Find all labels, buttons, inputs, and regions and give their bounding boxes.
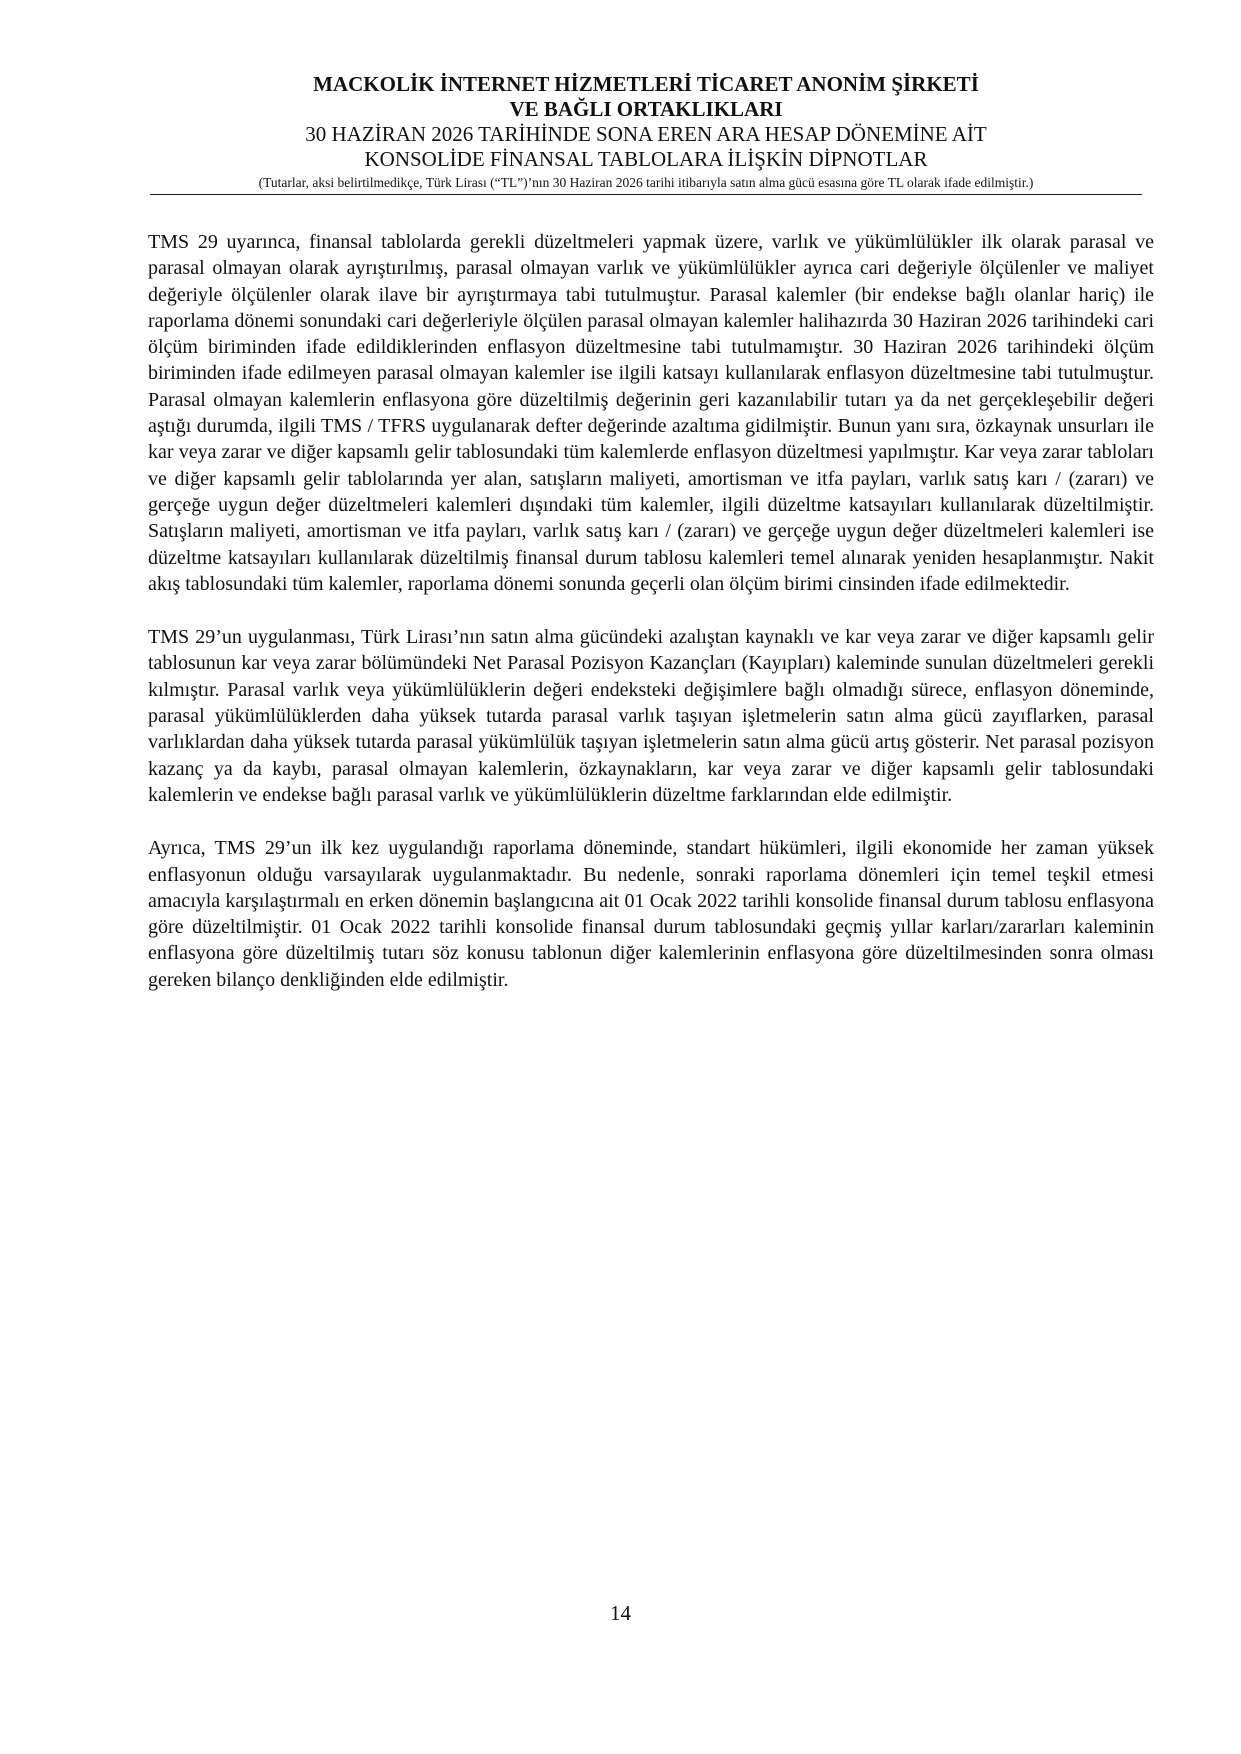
currency-note: (Tutarlar, aksi belirtilmedikçe, Türk Lirası (“TL”)’nın 30 Haziran 2026 tarihi itibarıyla satın alma gücü esasına göre TL olarak ifade edilmiştir.) (258, 175, 1034, 190)
paragraph-3: Ayrıca, TMS 29’un ilk kez uygulandığı raporlama döneminde, standart hükümleri, ilgili ekonomide her zaman yüksek enflasyonun olduğu varsayılarak uygulanmaktadır. Bu nedenle, sonraki raporlama dönemleri için temel teşkil etmesi amacıyla karşılaştırmalı en erken dönemin başlangıcına ait 01 Ocak 2022 tarihli konsolide finansal durum tablosu enflasyona göre düzeltilmiştir. 01 Ocak 2022 tarihli konsolide finansal durum tablosundaki geçmiş yıllar karları/zararları kaleminin enflasyona göre düzeltilmiş tutarı söz konusu tablonun diğer kalemlerinin enflasyona göre düzeltilmesinden sonra olması gereken bilanço denkliğinden elde edilmiştir. (148, 837, 1154, 991)
paragraph-2: TMS 29’un uygulanması, Türk Lirası’nın satın alma gücündeki azalıştan kaynaklı ve kar veya zarar ve diğer kapsamlı gelir tablosunun kar veya zarar bölümündeki Net Parasal Pozisyon Kazançları (Kayıpları) kaleminde sunulan düzeltmeleri gerekli kılmıştır. Parasal varlık veya yükümlülüklerin değeri endeksteki değişimlere bağlı olmadığı sürece, enflasyon döneminde, parasal yükümlülüklerden daha yüksek tutarda parasal varlık taşıyan işletmelerin satın alma gücü zayıflarken, parasal varlıklardan daha yüksek tutarda parasal yükümlülük taşıyan işletmelerin satın alma gücü artış gösterir. Net parasal pozisyon kazanç ya da kaybı, parasal olmayan kalemlerin, özkaynakların, kar veya zarar ve diğer kapsamlı gelir tablosundaki kalemlerin ve endekse bağlı parasal varlık ve yükümlülüklerin düzeltme farklarından elde edilmiştir. (148, 626, 1154, 806)
page-body (148, 229, 1154, 1020)
page-header (150, 72, 1142, 195)
report-title-line-1: 30 HAZİRAN 2026 TARİHİNDE SONA EREN ARA HESAP DÖNEMİNE AİT (305, 122, 987, 146)
company-name-line-2: VE BAĞLI ORTAKLIKLARI (509, 97, 783, 121)
company-name-line-1: MACKOLİK İNTERNET HİZMETLERİ TİCARET ANONİM ŞİRKETİ (313, 72, 979, 96)
page-number: 14 (610, 1601, 631, 1625)
paragraph-1: TMS 29 uyarınca, finansal tablolarda gerekli düzeltmeleri yapmak üzere, varlık ve yükümlülükler ilk olarak parasal ve parasal olmayan olarak ayrıştırılmış, parasal olmayan varlık ve yükümlülükler ayrıca cari değeriyle ölçülenler ve maliyet değeriyle ölçülenler olarak ilave bir ayrıştırmaya tabi tutulmuştur. Parasal kalemler (bir endekse bağlı olanlar hariç) ile raporlama dönemi sonundaki cari değerleriyle ölçülen parasal olmayan kalemler halihazırda 30 Haziran 2026 tarihindeki cari ölçüm biriminden ifade edildiklerinden enflasyon düzeltmesine tabi tutulmamıştır. 30 Haziran 2026 tarihindeki ölçüm biriminden ifade edilmeyen parasal olmayan kalemler ise ilgili katsayı kullanılarak enflasyon düzeltmesine tabi tutulmuştur. Parasal olmayan kalemlerin enflasyona göre düzeltilmiş değerinin geri kazanılabilir tutarı ya da net gerçekleşebilir değeri aştığı durumda, ilgili TMS / TFRS uygulanarak defter değerinde azaltıma gidilmiştir. Bunun yanı sıra, özkaynak unsurları ile kar veya zarar ve diğer kapsamlı gelir tablosundaki tüm kalemlerde enflasyon düzeltmesi yapılmıştır. Kar veya zarar tabloları ve diğer kapsamlı gelir tablolarında yer alan, satışların maliyeti, amortisman ve itfa payları, varlık satış karı / (zararı) ve gerçeğe uygun değer düzeltmeleri kalemleri dışındaki tüm kalemler, ilgili düzeltme katsayıları kullanılarak düzeltilmiştir. Satışların maliyeti, amortisman ve itfa payları, varlık satış karı / (zararı) ve gerçeğe uygun değer düzeltmeleri kalemleri ise düzeltme katsayıları kullanılarak düzeltilmiş finansal durum tablosu kalemleri temel alınarak yeniden hesaplanmıştır. Nakit akış tablosundaki tüm kalemler, raporlama dönemi sonunda geçerli olan ölçüm birimi cinsinden ifade edilmektedir. (148, 231, 1154, 595)
report-title-line-2: KONSOLİDE FİNANSAL TABLOLARA İLİŞKİN DİPNOTLAR (364, 147, 928, 171)
